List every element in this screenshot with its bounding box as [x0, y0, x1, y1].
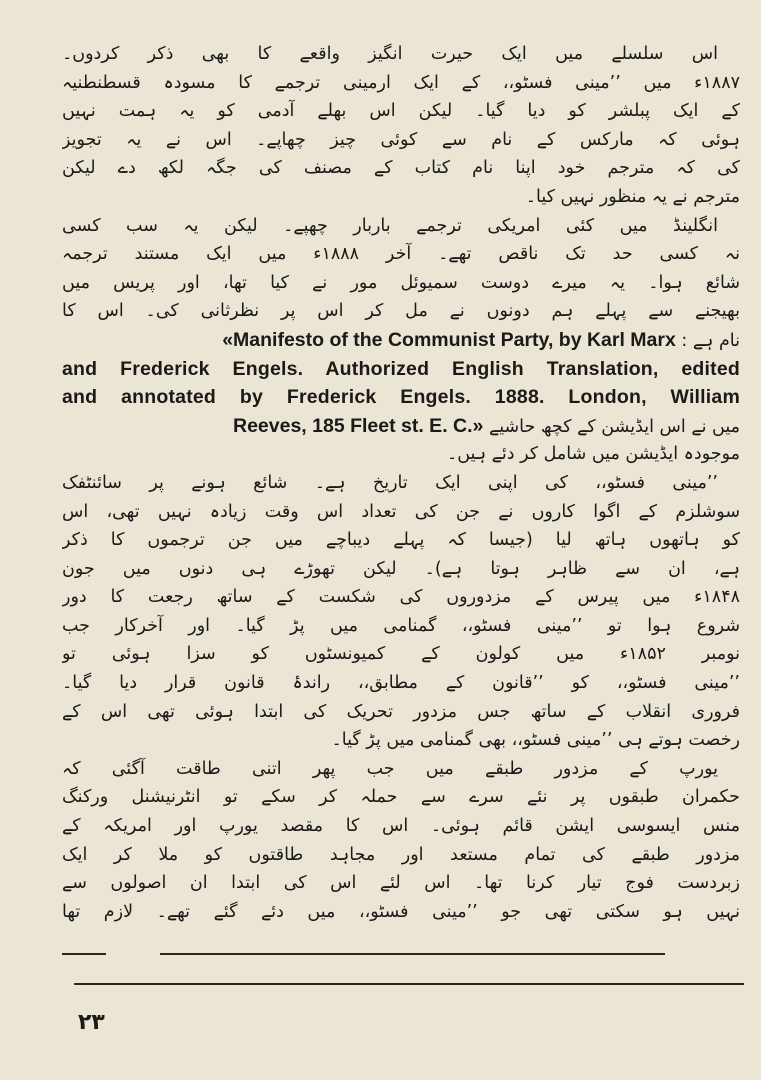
- text-line-mixed: [62, 326, 740, 355]
- body-text: [62, 40, 740, 926]
- english-line: and Frederick Engels. Authorized English Translation, edited: [62, 357, 740, 380]
- text-line: ہوئی کہ مارکس کے نام سے کوئی چیز چھاپے۔ اس نے یہ تجویز: [62, 129, 740, 150]
- pen-underline: [74, 983, 744, 985]
- text-line: کو ہاتھوں ہاتھ لیا (جیسا کہ پہلے دیباچے میں جن ترجموں کا ذکر: [62, 530, 740, 551]
- text-line: بھیجنے سے پہلے ہم دونوں نے مل کر اس پر نظرثانی کی۔ اس کا: [62, 301, 740, 322]
- text-line: اس سلسلے میں ایک حیرت انگیز واقعے کا بھی ذکر کردوں۔: [62, 44, 718, 64]
- pen-underline: [62, 953, 106, 955]
- text-line: ’’مینی فسٹو،، کی اپنی ایک تاریخ ہے۔ شائع ہونے پر سائنٹفک: [62, 472, 718, 493]
- text-line: ’’مینی فسٹو،، کو ’’قانون کے مطابق،، راندۂ قانون قرار دیا گیا۔: [62, 673, 740, 694]
- text-line: یورپ کے مزدور طبقے میں جب پھر اتنی طاقت آگئی کہ: [62, 758, 718, 779]
- text-line: شروع ہوا تو ’’مینی فسٹو،، گمنامی میں پڑ گیا۔ اور آخرکار جب: [62, 615, 740, 636]
- urdu-fragment: نام ہے :: [681, 330, 740, 351]
- text-line: مزدور طبقے کی تمام مستعد اور مجاہد طاقتوں کو ملا کر ایک: [62, 844, 740, 865]
- text-line: نہ کسی حد تک ناقص تھے۔ آخر ۱۸۸۸ء میں ایک مستند ترجمہ: [62, 244, 740, 265]
- text-line: زبردست فوج تیار کرنا تھا۔ اس لئے اس کی ابتدا ان اصولوں سے: [62, 873, 740, 894]
- text-line: نومبر ۱۸۵۲ء میں کولون کے کمیونسٹوں کو سزا ہوئی تو: [62, 644, 740, 665]
- text-line: فروری انقلاب کے ساتھ جس مزدور تحریک کی ابتدا ہوئی تھی اس کے: [62, 701, 740, 722]
- text-line: سوشلزم کے اگوا کاروں نے جن کی تعداد اس وقت زیادہ نہیں تھی، اس: [62, 501, 740, 522]
- text-line: شائع ہوا۔ یہ میرے دوست سمیوئل مور نے کیا تھا، اور پریس میں: [62, 272, 740, 293]
- english-line: and annotated by Frederick Engels. 1888. London, William: [62, 386, 740, 409]
- text-line: حکمران طبقوں پر نئے سرے سے حملہ کر سکے تو انٹرنیشنل ورکنگ: [62, 787, 740, 808]
- text-line: ۱۸۸۷ء میں ’’مینی فسٹو،، کے ایک ارمینی ترجمے کا مسودہ قسطنطنیہ: [62, 72, 740, 93]
- text-line: نہیں ہو سکتی تھی جو ’’مینی فسٹو،، میں دئے گئے تھے۔ لازم تھا: [62, 901, 740, 922]
- text-line: ۱۸۴۸ء میں پیرس کے مزدوروں کی شکست کے ساتھ رجعت کا دور: [62, 587, 740, 608]
- text-line: کی کہ مترجم خود اپنا نام کتاب کے مصنف کی جگہ لکھ دے لیکن: [62, 158, 740, 179]
- english-title-fragment: «Manifesto of the Communist Party, by Karl Marx: [222, 328, 676, 351]
- english-fragment: Reeves, 185 Fleet st. E. C.»: [232, 414, 484, 437]
- text-line: موجودہ ایڈیشن میں شامل کر دئے ہیں۔: [446, 444, 740, 465]
- text-line: انگلینڈ میں کئی امریکی ترجمے باربار چھپے۔ لیکن یہ سب کسی: [62, 215, 718, 236]
- text-line: رخصت ہوتے ہی ’’مینی فسٹو،، بھی گمنامی میں پڑ گیا۔: [331, 730, 740, 751]
- text-line-mixed: [62, 412, 740, 441]
- text-line: ہے، ان سے ظاہر ہوتا ہے)۔ لیکن تھوڑے ہی دنوں میں جون: [62, 558, 740, 579]
- text-line: مترجم نے یہ منظور نہیں کیا۔: [525, 186, 740, 207]
- page-number: ۲۳: [78, 1010, 105, 1035]
- text-line: کے ایک پبلشر کو دیا گیا۔ لیکن اس بھلے آدمی کو یہ ہمت نہیں: [62, 101, 740, 122]
- urdu-fragment: میں نے اس ایڈیشن کے کچھ حاشیے: [488, 416, 740, 437]
- pen-underline: [160, 953, 665, 955]
- text-line: منس ایسوسی ایشن قائم ہوئی۔ اس کا مقصد یورپ اور امریکہ کے: [62, 816, 740, 837]
